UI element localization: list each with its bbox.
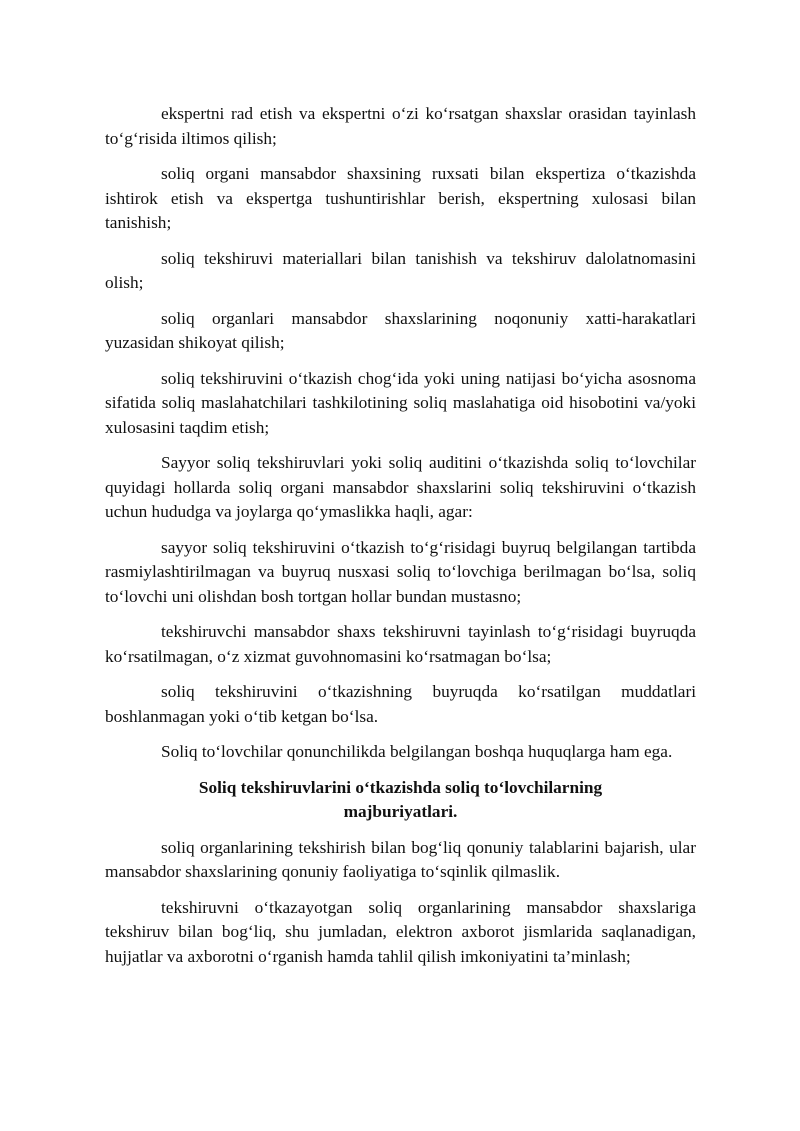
paragraph-provide-document-access: tekshiruvni o‘tkazayotgan soliq organlarining mansabdor shaxslariga tekshiruv bilan bog‘liq, shu jumladan, elektron axborot jismlarida saqlanadigan, hujjatlar va axborotni o‘rganish hamda tahlil qilish imkoniyatini ta’minlash; — [105, 897, 696, 966]
paragraph-review-audit-materials: soliq tekshiruvi materiallari bilan tanishish va tekshiruv dalolatnomasini olish; — [105, 248, 696, 292]
paragraph-expertise-participation: soliq organi mansabdor shaxsining ruxsati bilan ekspertiza o‘tkazishda ishtirok etish va ekspertga tushuntirishlar berish, ekspertning xulosasi bilan tanishish; — [105, 164, 696, 232]
paragraph-order-not-formalized: sayyor soliq tekshiruvini o‘tkazish to‘g‘risidagi buyruq belgilangan tartibda rasmiylashtirilmagan va buyruq nusxasi soliq to‘lovchiga berilmagan bo‘lsa, soliq to‘lovchi uni olishdan bosh tortgan hollar bundan mustasno; — [105, 537, 696, 606]
paragraph-file-complaint: soliq organlari mansabdor shaxslarining noqonuniy xatti-harakatlari yuzasidan shikoyat qilish; — [105, 308, 696, 352]
paragraph-request-expert-recusal: ekspertni rad etish va ekspertni o‘zi ko‘rsatgan shaxslar orasidan tayinlash to‘g‘risida iltimos qilish; — [105, 104, 696, 148]
paragraph-inspector-not-listed: tekshiruvchi mansabdor shaxs tekshiruvni tayinlash to‘g‘risidagi buyruqda ko‘rsatilmagan, o‘z xizmat guvohnomasini ko‘rsatmagan bo‘lsa; — [105, 622, 696, 666]
paragraph-comply-requirements: soliq organlarining tekshirish bilan bog‘liq qonuniy talablarini bajarish, ular mansabdor shaxslarining qonuniy faoliyatiga to‘sqinlik qilmaslik. — [105, 837, 696, 881]
paragraph-other-rights: Soliq to‘lovchilar qonunchilikda belgilangan boshqa huquqlarga ham ega. — [161, 742, 673, 761]
document-body — [105, 102, 696, 980]
paragraph-right-to-refuse-access: Sayyor soliq tekshiruvlari yoki soliq auditini o‘tkazishda soliq to‘lovchilar quyidagi hollarda soliq organi mansabdor shaxslarini soliq tekshiruvini o‘tkazish uchun hududga va joylarga qo‘ymaslikka haqli, agar: — [105, 453, 696, 521]
paragraph-deadlines-invalid: soliq tekshiruvini o‘tkazishning buyruqda ko‘rsatilgan muddatlari boshlanmagan yoki o‘tib ketgan bo‘lsa. — [105, 682, 696, 726]
section-heading-obligations: Soliq tekshiruvlarini o‘tkazishda soliq to‘lovchilarning majburiyatlari. — [198, 777, 603, 821]
paragraph-submit-advisor-report: soliq tekshiruvini o‘tkazish chog‘ida yoki uning natijasi bo‘yicha asosnoma sifatida soliq maslahatchilari tashkilotining soliq maslahatiga oid hisobotini va/yoki xulosasini taqdim etish; — [105, 368, 696, 437]
